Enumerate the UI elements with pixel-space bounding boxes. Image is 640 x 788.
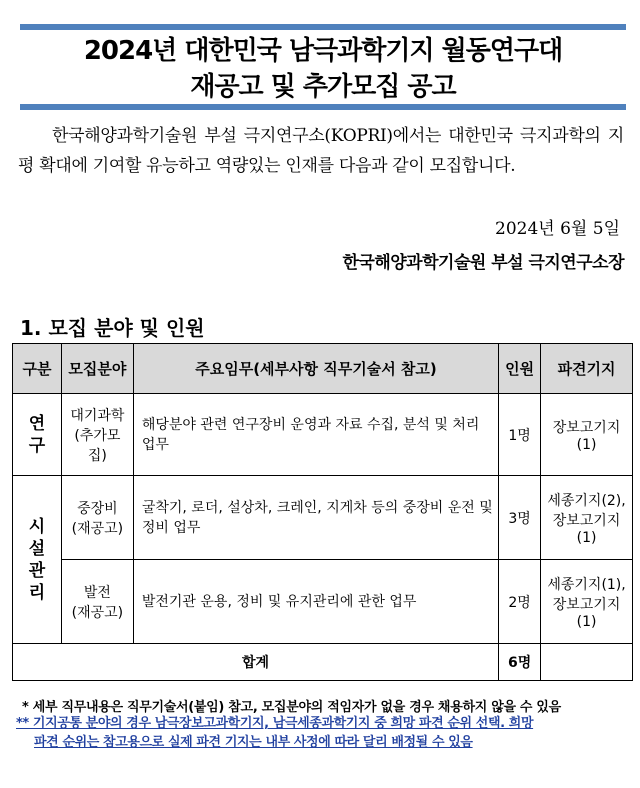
note-2 — [16, 714, 636, 752]
count-cell: 3명 — [499, 476, 541, 560]
field-cell: 대기과학 (추가모집) — [61, 394, 133, 476]
recruitment-table — [12, 343, 633, 681]
category-facility: 시 설 관 리 — [13, 476, 62, 644]
announcement-date: 2024년 6월 5일 — [495, 219, 620, 239]
total-count: 6명 — [499, 644, 541, 681]
table-row — [13, 476, 633, 560]
count-cell: 2명 — [499, 560, 541, 644]
title-band — [20, 24, 626, 110]
count-cell: 1명 — [499, 394, 541, 476]
task-cell: 굴착기, 로더, 설상차, 크레인, 지게차 등의 중장비 운전 및 정비 업무 — [133, 476, 498, 560]
header-field: 모집분야 — [61, 344, 133, 394]
task-cell: 해당분야 관련 연구장비 운영과 자료 수집, 분석 및 처리 업무 — [133, 394, 498, 476]
page-subtitle: 재공고 및 추가모집 공고 — [190, 72, 456, 102]
page-title: 2024년 대한민국 남극과학기지 월동연구대 — [83, 36, 563, 66]
header-base: 파견기지 — [541, 344, 633, 394]
header-task: 주요임무(세부사항 직무기술서 참고) — [133, 344, 498, 394]
total-empty — [541, 644, 633, 681]
base-cell: 세종기지(2), 장보고기지(1) — [541, 476, 633, 560]
total-row — [13, 644, 633, 681]
total-label: 합계 — [13, 644, 499, 681]
base-cell: 장보고기지(1) — [541, 394, 633, 476]
field-cell: 발전 (재공고) — [61, 560, 133, 644]
task-cell: 발전기관 운용, 정비 및 유지관리에 관한 업무 — [133, 560, 498, 644]
note-2-line-2: 파견 순위는 참고용으로 실제 파견 기지는 내부 사정에 따라 달리 배정될 수 있음 — [34, 735, 473, 750]
field-cell: 중장비 (재공고) — [61, 476, 133, 560]
section-title: 1. 모집 분야 및 인원 — [20, 316, 205, 340]
intro-paragraph: 한국해양과학기술원 부설 극지연구소(KOPRI)에서는 대한민국 극지과학의 지평 확대에 기여할 유능하고 역량있는 인재를 다음과 같이 모집합니다. — [18, 126, 624, 176]
base-cell: 세종기지(1), 장보고기지(1) — [541, 560, 633, 644]
category-research: 연 구 — [13, 394, 62, 476]
header-category: 구분 — [13, 344, 62, 394]
issuing-organization: 한국해양과학기술원 부설 극지연구소장 — [342, 253, 624, 273]
note-1: * 세부 직무내용은 직무기술서(붙임) 참고, 모집분야의 적임자가 없을 경우 채용하지 않을 수 있음 — [22, 700, 561, 715]
table-row — [13, 394, 633, 476]
header-count: 인원 — [499, 344, 541, 394]
note-2-line-1: ** 기지공통 분야의 경우 남극장보고과학기지, 남극세종과학기지 중 희망 파견 순위 선택. 희망 — [16, 716, 534, 731]
table-row — [13, 560, 633, 644]
